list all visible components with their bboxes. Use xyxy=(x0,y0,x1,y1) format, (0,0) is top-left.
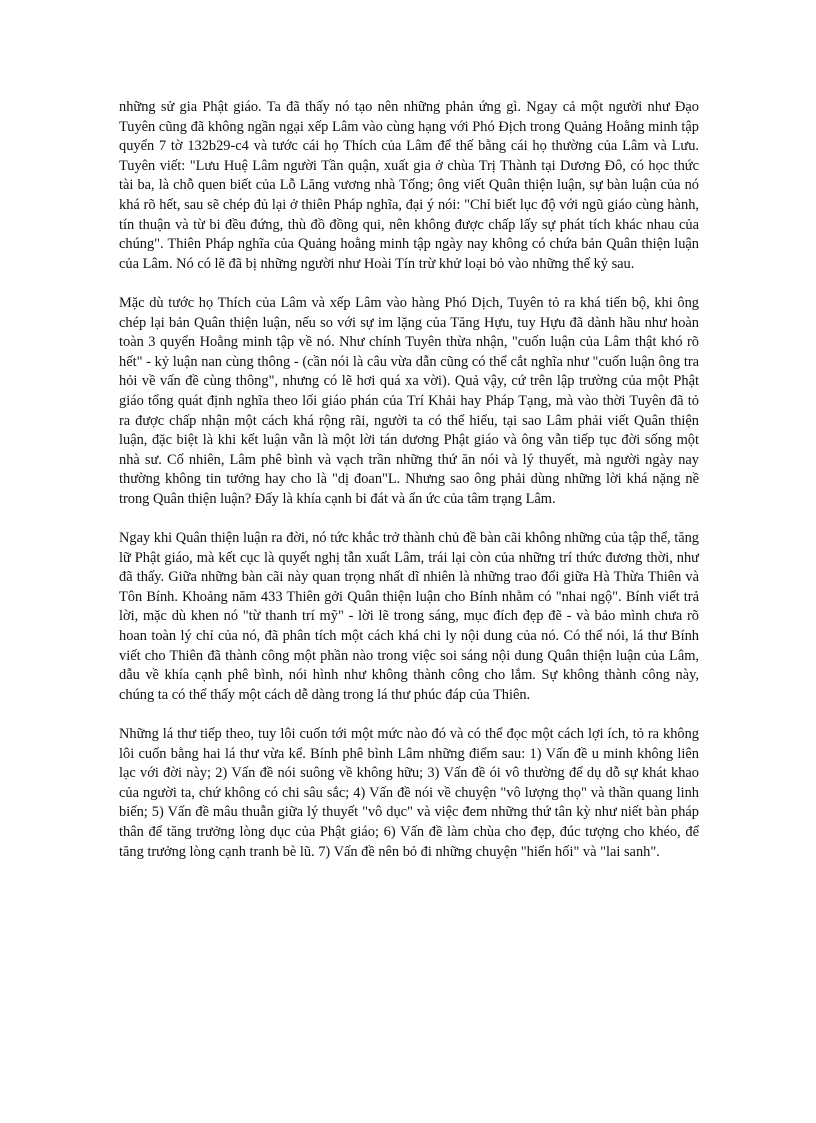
paragraph-2: Mặc dù tước họ Thích của Lâm và xếp Lâm vào hàng Phó Dịch, Tuyên tỏ ra khá tiến bộ, khi ông chép lại bản Quân thiện luận, nếu so với sự im lặng của Tăng Hựu, tuy Hựu đã dành hầu như hoàn toàn 3 quyển Hoằng minh tập về nó. Như chính Tuyên thừa nhận, "cuốn luận của Lâm thật khó rõ hết" - kỷ luận nan cùng thông - (cần nói là câu vừa dẫn cũng có thể cắt nghĩa như "cuốn luận ông tra hỏi về vấn đề cùng thông", nhưng có lẽ hơi quá xa vời). Quả vậy, cứ trên lập trường của một Phật giáo tổng quát định nghĩa theo lối giáo phán của Trí Khải hay Pháp Tạng, mà vào thời Tuyên đã tỏ ra được chấp nhận một cách khá rộng rãi, người ta có thể hiểu, tại sao Lâm phải viết Quân thiện luận, đặc biệt là khi kết luận vẫn là một lời tán dương Phật giáo và ông vẫn tiếp tục đời sống một nhà sư. Cố nhiên, Lâm phê bình và vạch trần những thứ ăn nói và lý thuyết, mà người ngày nay thường không tin tưởng hay cho là "dị đoan"L. Nhưng sao ông phải dùng những lời khá nặng nề trong Quân thiện luận? Đấy là khía cạnh bi đát và ẩn ức của tâm trạng Lâm. xyxy=(119,294,699,507)
paragraph-1: những sử gia Phật giáo. Ta đã thấy nó tạo nên những phản ứng gì. Ngay cả một người như Đạo Tuyên cũng đã không ngần ngại xếp Lâm vào cùng hạng với Phó Địch trong Quảng Hoằng minh tập quyển 7 tờ 132b29-c4 và tước cái họ Thích của Lâm để thế bằng cái họ thường của Lâm và Lưu. Tuyên viết: "Lưu Huệ Lâm người Tần quận, xuất gia ở chùa Trị Thành tại Dương Đô, có học thức tài ba, là chỗ quen biết của Lỗ Lăng vương nhà Tống; ông viết Quân thiện luận, sự bàn luận của nó khá rõ hết, sau sẽ chép đủ lại ở thiên Pháp nghĩa, đại ý nói: "Chỉ biết lục độ với ngũ giáo cùng hành, tín thuận và từ bi đều đứng, thù đồ đồng qui, nên không được chấp lấy sự phát tích khác nhau của chúng". Thiên Pháp nghĩa của Quảng hoằng minh tập ngày nay không có chứa bản Quân thiện luận của Lâm. Nó có lẽ đã bị những người như Hoài Tín trừ khử loại bỏ vào những thế kỷ sau. xyxy=(119,99,699,272)
paragraph-3: Ngay khi Quân thiện luận ra đời, nó tức khắc trở thành chủ đề bàn cãi không những của tập thể, tăng lữ Phật giáo, mà kết cục là quyết nghị tẫn xuất Lâm, trái lại còn của những trí thức đương thời, như đã thấy. Giữa những bàn cãi này quan trọng nhất dĩ nhiên là những trao đổi giữa Hà Thừa Thiên và Tôn Bính. Khoảng năm 433 Thiên gởi Quân thiện luận cho Bính nhằm có "nhai ngộ". Bính viết trả lời, mặc dù khen nó "từ thanh trí mỹ" - lời lẽ trong sáng, mục đích đẹp đẽ - và bảo mình chưa rõ hoan toàn lý chỉ của nó, đã phân tích một cách khá chi ly nội dung của nó. Có thể nói, lá thư Bính viết cho Thiên đã thành công một phần nào trong việc soi sáng nội dung Quân thiện luận của Lâm, dẫu về khía cạnh phê bình, nói hình như không thành công cho lắm. Sự không thành công này, chúng ta có thể thấy một cách dễ dàng trong lá thư phúc đáp của Thiên. xyxy=(119,530,699,703)
paragraph-4: Những lá thư tiếp theo, tuy lôi cuốn tới một mức nào đó và có thể đọc một cách lợi ích, tỏ ra không lôi cuốn bằng hai lá thư vừa kể. Bính phê bình Lâm những điểm sau: 1) Vấn đề u minh không liên lạc với đời này; 2) Vấn đề nói suông về không hữu; 3) Vấn đề ói vô thường để dụ dỗ sự khát khao của người ta, chứ không có chi sâu sắc; 4) Vấn đề nói về chuyện "vô lượng thọ" và thần quang linh biến; 5) Vấn đề mâu thuẫn giữa lý thuyết "vô dục" và việc đem những thứ tân kỳ như niết bàn pháp thân để tăng trưởng lòng dục của Phật giáo; 6) Vấn đề làm chùa cho đẹp, đúc tượng cho khéo, để tăng trưởng lòng cạnh tranh bè lũ. 7) Vấn đề nên bỏ đi những chuyện "hiển hối" và "lai sanh". xyxy=(119,726,699,860)
document-page xyxy=(119,98,699,882)
